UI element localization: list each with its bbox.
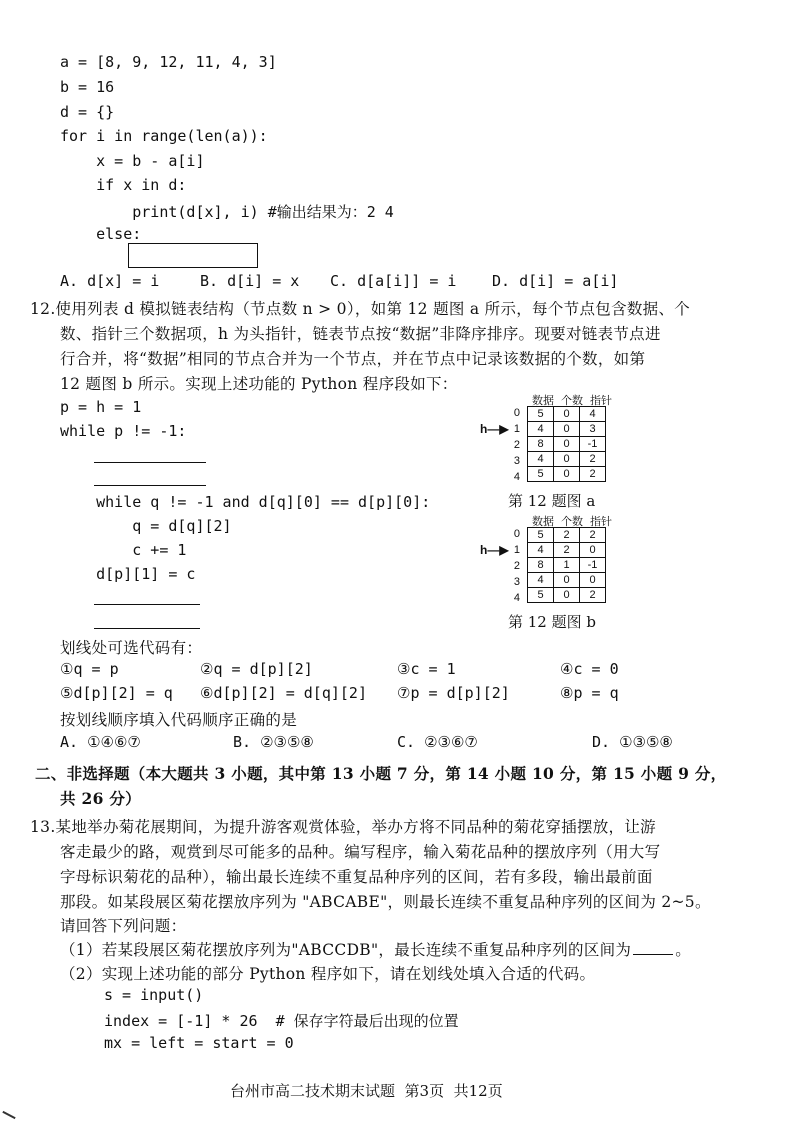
q13-stem-line-3: 字母标识菊花的品种），输出最长连续不重复品种序列的区间，若有多段，输出最前面 <box>60 868 653 886</box>
table-cell: 2 <box>554 528 580 543</box>
q12-candidate-6: ⑥d[p][2] = d[q][2] <box>200 684 367 702</box>
table-cell: 0 <box>554 573 580 588</box>
q12-candidate-8: ⑧p = q <box>560 684 619 702</box>
q12-candidate-2: ②q = d[p][2] <box>200 660 313 678</box>
q12-candidates-title: 划线处可选代码有： <box>60 639 203 657</box>
scan-mark <box>2 1111 15 1119</box>
q13-stem-line-1: 13.某地举办菊花展期间，为提升游客观赏体验，举办方将不同品种的菊花穿插摆放，让游 <box>30 818 656 836</box>
q13-blank[interactable] <box>633 943 673 955</box>
table-row <box>528 407 606 422</box>
table-cell: 2 <box>554 543 580 558</box>
table-cell: 4 <box>528 422 554 437</box>
fig-a-index: 0 <box>513 407 520 419</box>
section-2-heading-cont: 共 26 分） <box>60 789 141 808</box>
table-cell: 8 <box>528 558 554 573</box>
fig-a-index: 3 <box>513 455 520 467</box>
fig-b-table <box>527 527 606 603</box>
q11-code-line-6: if x in d: <box>60 176 187 194</box>
table-cell: 5 <box>528 467 554 482</box>
q13-sub-question-2: （2）实现上述功能的部分 Python 程序如下，请在划线处填入合适的代码。 <box>60 965 596 983</box>
table-row <box>528 573 606 588</box>
q12-blank-1[interactable] <box>94 462 206 463</box>
q12-candidate-3: ③c = 1 <box>397 660 456 678</box>
q11-code-line-8: else: <box>60 225 142 243</box>
fig-a-header: 数据 个数 指针 <box>532 394 612 407</box>
table-row <box>528 437 606 452</box>
q11-answer-box[interactable] <box>128 243 258 268</box>
fig-a-index: 2 <box>513 439 520 451</box>
q12-blank-4[interactable] <box>94 628 200 629</box>
q11-option-a: A. d[x] = i <box>60 272 160 290</box>
table-cell: 0 <box>554 467 580 482</box>
table-cell: 0 <box>554 407 580 422</box>
q13-stem-line-4: 那段。如某段展区菊花摆放序列为 "ABCABE"，则最长连续不重复品种序列的区间为 2~5。 <box>60 893 711 911</box>
q12-code-line-3: while q != -1 and d[q][0] == d[p][0]: <box>60 493 431 511</box>
fig-a-index: 4 <box>513 471 520 483</box>
table-cell: 4 <box>528 543 554 558</box>
q12-question: 按划线顺序填入代码顺序正确的是 <box>60 711 298 729</box>
table-cell: 2 <box>580 588 606 603</box>
table-cell: 5 <box>528 528 554 543</box>
q12-stem-line-2: 数、指针三个数据项，h 为头指针，链表节点按“数据”非降序排序。现要对链表节点进 <box>60 325 661 343</box>
table-row <box>528 467 606 482</box>
table-cell: 4 <box>528 452 554 467</box>
table-row <box>528 452 606 467</box>
table-cell: 0 <box>554 437 580 452</box>
table-cell: 4 <box>528 573 554 588</box>
q12-code-line-5: c += 1 <box>60 541 187 559</box>
fig-a-caption: 第 12 题图 a <box>508 492 596 510</box>
q12-option-c: C. ②③⑥⑦ <box>397 733 478 751</box>
table-cell: 0 <box>580 573 606 588</box>
table-cell: 1 <box>554 558 580 573</box>
q11-code-line-2: b = 16 <box>60 78 115 96</box>
table-cell: 3 <box>580 422 606 437</box>
q11-option-b: B. d[i] = x <box>200 272 300 290</box>
q12-code-line-6: d[p][1] = c <box>60 565 196 583</box>
q12-option-a: A. ①④⑥⑦ <box>60 733 141 751</box>
q13-sub-question-1: （1）若某段展区菊花摆放序列为"ABCCDB"，最长连续不重复品种序列的区间为 。 <box>60 941 692 959</box>
fig-b-index: 1 <box>513 544 520 556</box>
table-row <box>528 543 606 558</box>
fig-a-table <box>527 406 606 482</box>
table-cell: 0 <box>554 452 580 467</box>
q13-code-line-1: s = input() <box>104 986 204 1004</box>
table-cell: 2 <box>580 452 606 467</box>
q13-stem-line-5: 请回答下列问题： <box>60 917 187 935</box>
q12-blank-2[interactable] <box>94 485 206 486</box>
q12-stem-line-1: 12.使用列表 d 模拟链表结构（节点数 n > 0），如第 12 题图 a 所示，每个节点包含数据、个 <box>30 300 691 318</box>
table-row <box>528 558 606 573</box>
q12-blank-3[interactable] <box>94 604 200 605</box>
q12-option-b: B. ②③⑤⑧ <box>233 733 314 751</box>
section-2-heading: 二、非选择题（本大题共 3 小题，其中第 13 小题 7 分，第 14 小题 10 分，第 15 小题 9 分， <box>35 764 727 783</box>
q11-code-line-3: d = {} <box>60 103 115 121</box>
table-cell: 0 <box>554 422 580 437</box>
q12-candidate-5: ⑤d[p][2] = q <box>60 684 173 702</box>
fig-b-index: 0 <box>513 528 520 540</box>
table-cell: 2 <box>580 467 606 482</box>
table-row <box>528 422 606 437</box>
table-cell: 4 <box>580 407 606 422</box>
q11-code-line-4: for i in range(len(a)): <box>60 127 268 145</box>
table-cell: 8 <box>528 437 554 452</box>
right-arrow-icon: —▶ <box>487 543 509 557</box>
q13-code-line-3: mx = left = start = 0 <box>104 1034 294 1052</box>
q12-code-line-2: while p != -1: <box>60 422 187 440</box>
q12-code-line-4: q = d[q][2] <box>60 517 232 535</box>
q12-stem-line-3: 行合并，将“数据”相同的节点合并为一个节点，并在节点中记录该数据的个数，如第 <box>60 350 646 368</box>
table-cell: -1 <box>580 437 606 452</box>
table-cell: 5 <box>528 588 554 603</box>
table-cell: 5 <box>528 407 554 422</box>
q13-stem-line-2: 客走最少的路，观赏到尽可能多的品种。编写程序，输入菊花品种的摆放序列（用大写 <box>60 843 661 861</box>
q12-candidate-7: ⑦p = d[p][2] <box>397 684 510 702</box>
fig-b-index: 2 <box>513 560 520 572</box>
q12-candidate-1: ①q = p <box>60 660 119 678</box>
q11-option-d: D. d[i] = a[i] <box>492 272 619 290</box>
table-cell: 2 <box>580 528 606 543</box>
q12-stem-line-4: 12 题图 b 所示。实现上述功能的 Python 程序段如下： <box>60 375 458 393</box>
q12-candidate-4: ④c = 0 <box>560 660 619 678</box>
page-footer: 台州市高二技术期末试题 第3页 共12页 <box>230 1082 503 1100</box>
q11-option-c: C. d[a[i]] = i <box>330 272 457 290</box>
fig-b-caption: 第 12 题图 b <box>508 613 596 631</box>
q13-code-line-2: index = [-1] * 26 # 保存字符最后出现的位置 <box>104 1012 459 1030</box>
table-row <box>528 528 606 543</box>
table-row <box>528 588 606 603</box>
q11-code-line-1: a = [8, 9, 12, 11, 4, 3] <box>60 53 277 71</box>
fig-a-index: 1 <box>513 423 520 435</box>
q12-code-line-1: p = h = 1 <box>60 398 142 416</box>
fig-a-head-pointer: h—▶ <box>480 422 509 436</box>
q12-option-d: D. ①③⑤⑧ <box>592 733 673 751</box>
fig-b-index: 3 <box>513 576 520 588</box>
q11-code-line-5: x = b - a[i] <box>60 152 205 170</box>
fig-b-header: 数据 个数 指针 <box>532 515 612 528</box>
fig-b-index: 4 <box>513 592 520 604</box>
table-cell: 0 <box>580 543 606 558</box>
table-cell: -1 <box>580 558 606 573</box>
right-arrow-icon: —▶ <box>487 422 509 436</box>
q11-code-line-7: print(d[x], i) #输出结果为：2 4 <box>60 203 394 221</box>
table-cell: 0 <box>554 588 580 603</box>
fig-b-head-pointer: h—▶ <box>480 543 509 557</box>
